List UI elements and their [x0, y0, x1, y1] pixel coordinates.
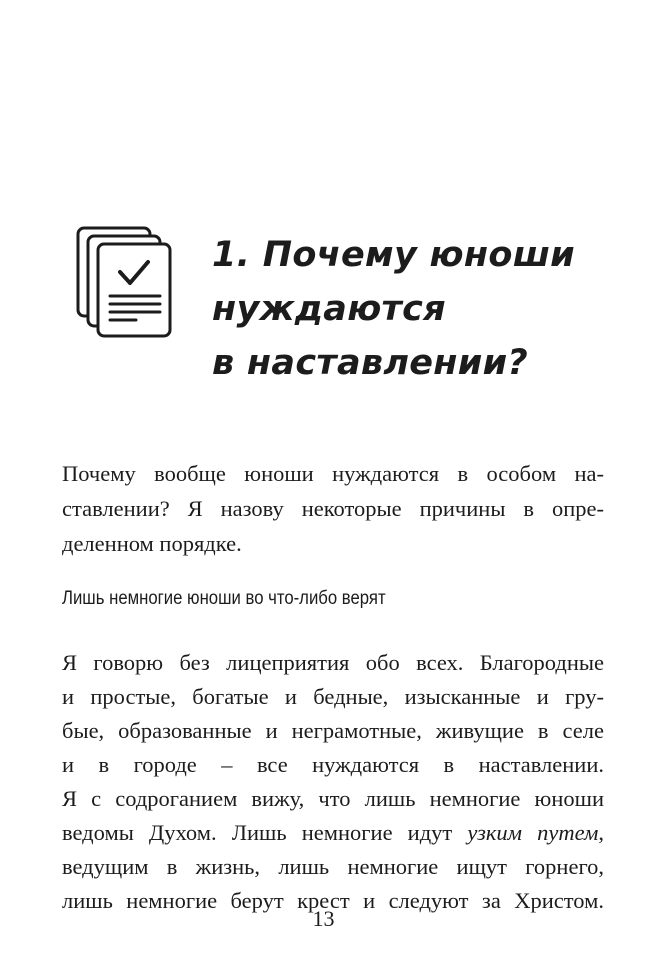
document-checklist-icon — [76, 226, 174, 338]
text-line: бые, образованные и неграмотные, живущие в селе — [62, 718, 604, 743]
page-number: 13 — [312, 906, 335, 931]
body-paragraph — [62, 646, 604, 918]
text-line: и простые, богатые и бедные, изысканные и гру- — [62, 684, 604, 709]
chapter-title-line: 1. Почему юноши — [212, 235, 575, 275]
section-heading: Лишь немногие юноши во что-либо верят — [62, 588, 386, 609]
chapter-title — [212, 228, 632, 390]
intro-paragraph: Почему вообще юноши нуждаются в особом наставлении? Я назову некоторые причины в определенном порядке. — [62, 461, 604, 556]
text-line: Я говорю без лицеприятия обо всех. Благородные — [62, 650, 604, 675]
chapter-title-line: в наставлении? — [212, 343, 529, 383]
chapter-title-line: нуждаются — [212, 289, 446, 329]
text-line: ведущим в жизнь, лишь немногие ищут горнего, — [62, 854, 604, 879]
text-segment: ведомы Духом. Лишь немногие идут — [62, 820, 468, 845]
text-segment: , — [598, 820, 604, 845]
text-line: лишь немногие берут крест и следуют за Христом. — [62, 888, 604, 913]
italic-emphasis: узким путем — [467, 820, 599, 845]
text-line: и в городе – все нуждаются в наставлении. — [62, 752, 604, 777]
text-line — [62, 816, 604, 850]
text-line: Я с содроганием вижу, что лишь немногие юноши — [62, 786, 604, 811]
